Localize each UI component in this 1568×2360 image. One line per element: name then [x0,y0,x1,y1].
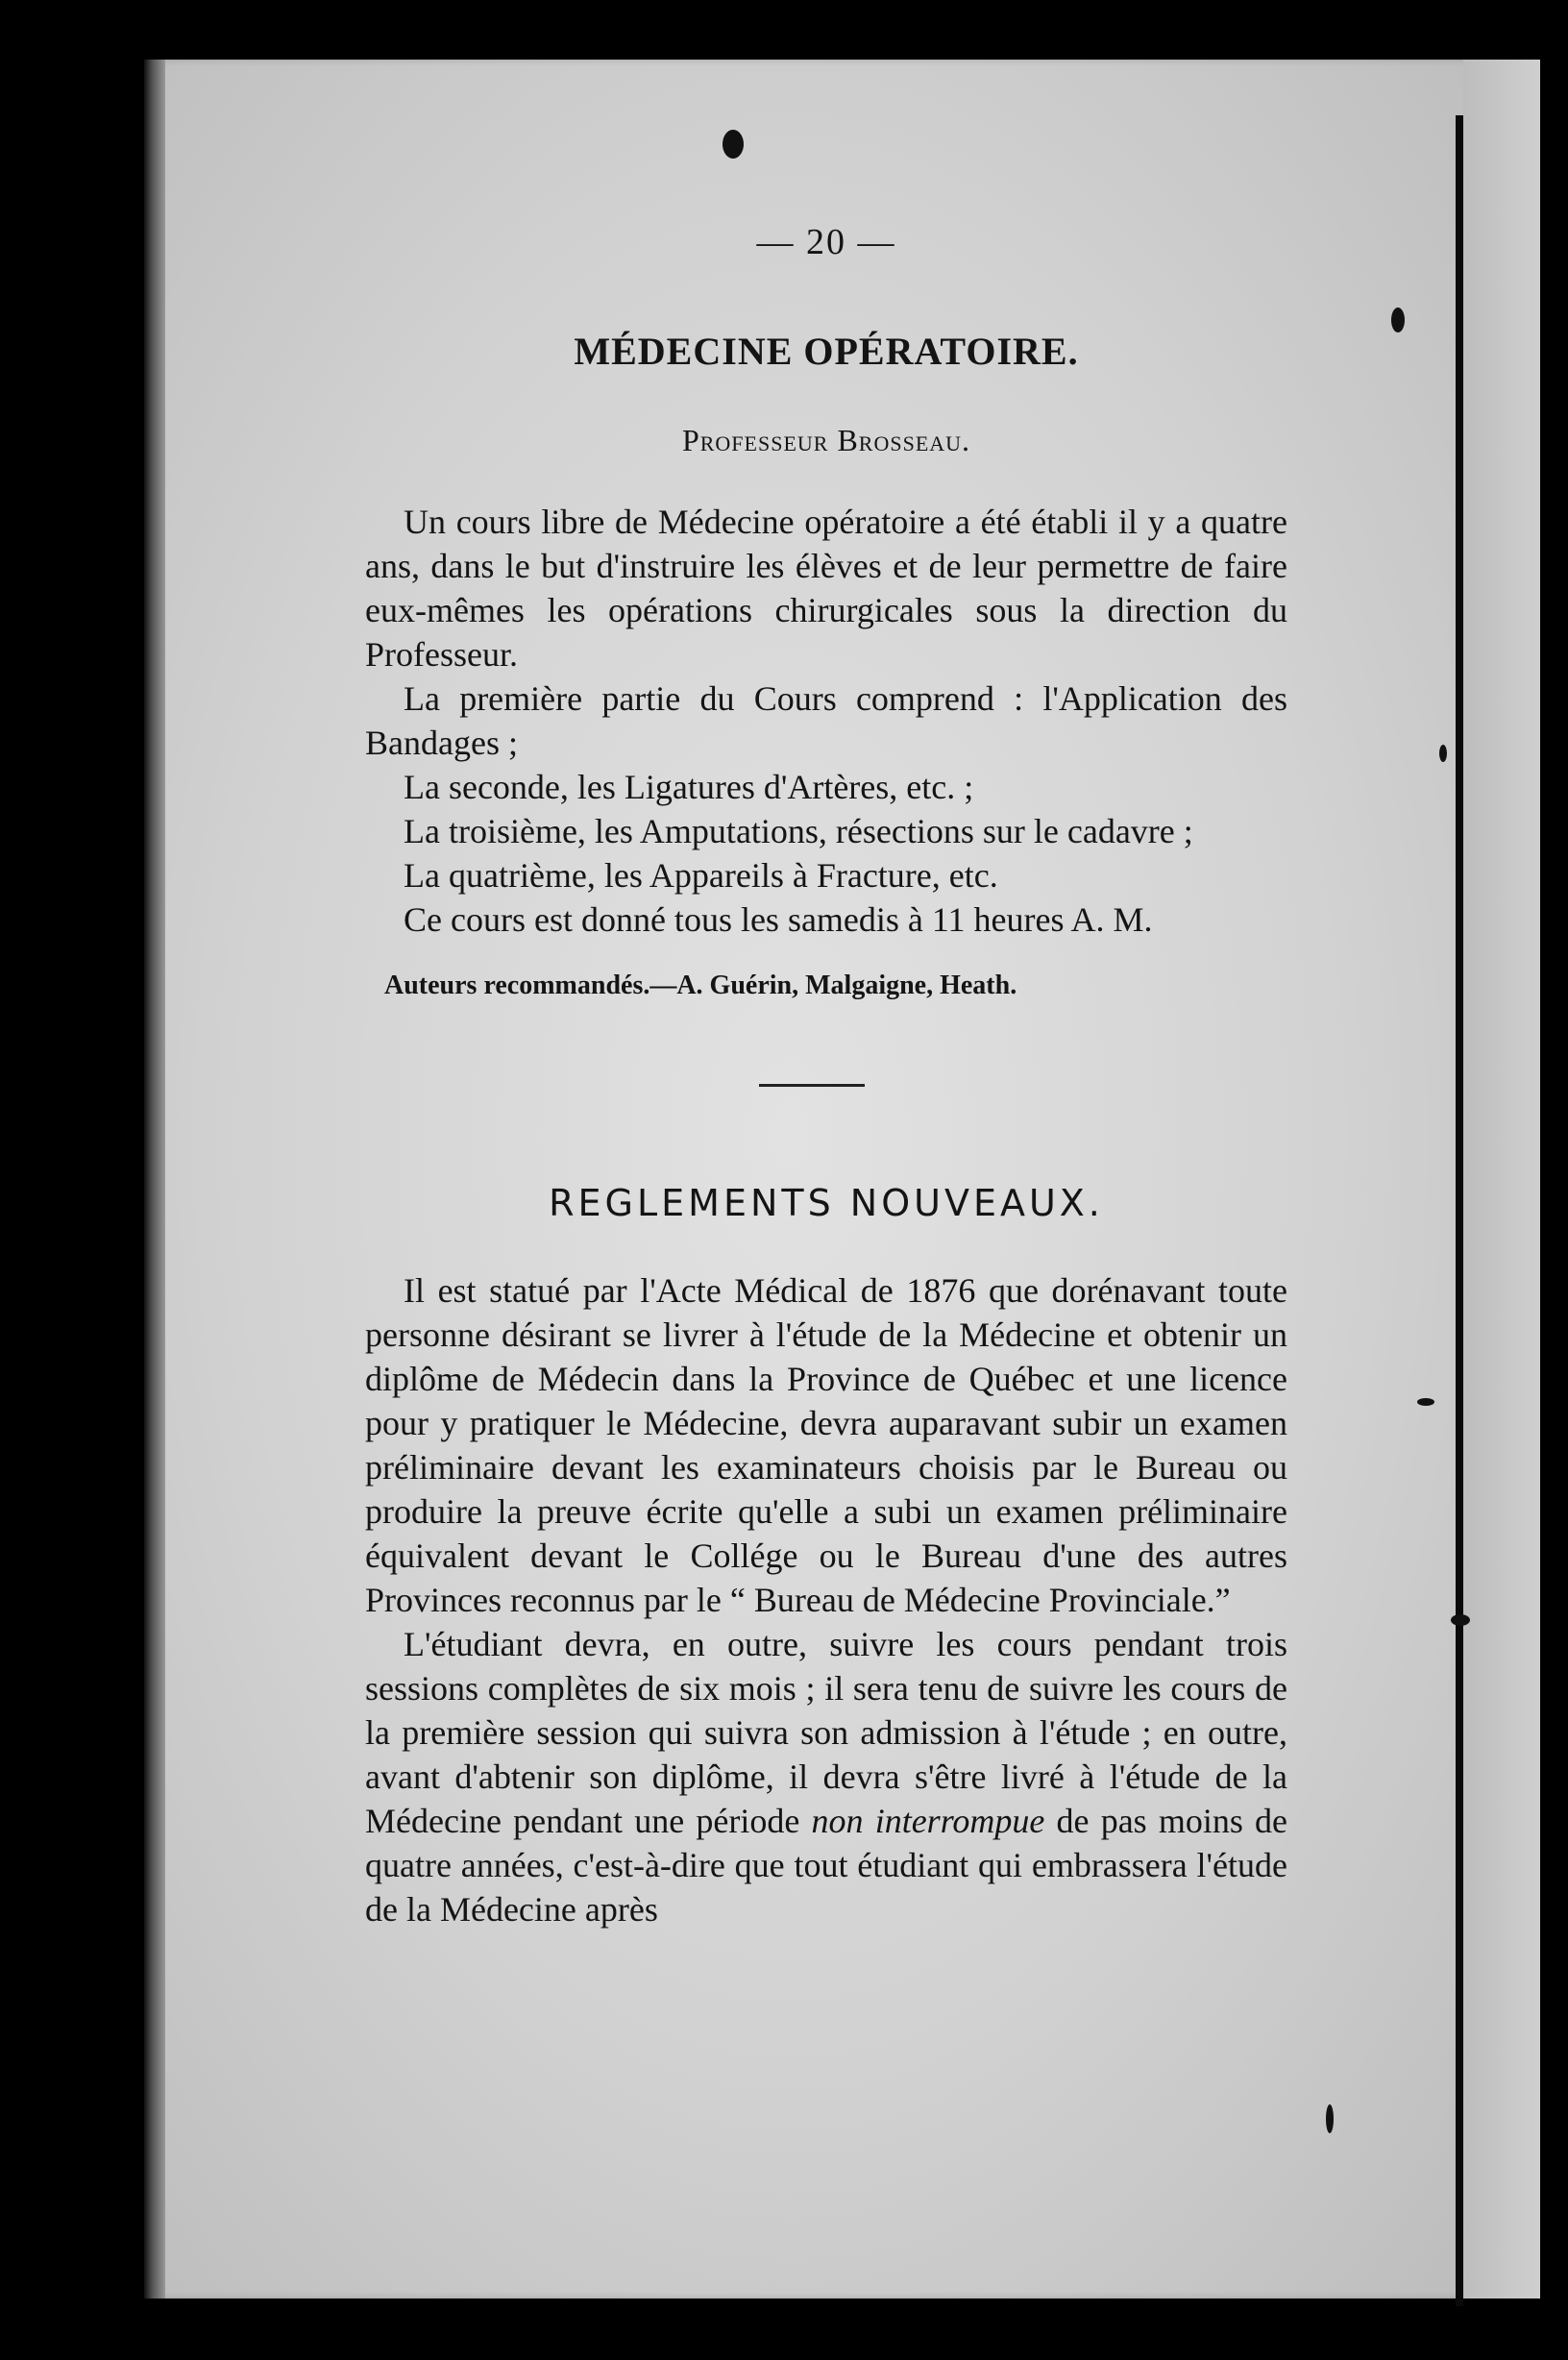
page-number: — 20 — [756,222,896,262]
recommended-authors: Auteurs recommandés.—A. Guérin, Malgaigne, Heath. [384,971,1017,1000]
section-title-reglements-nouveaux: REGLEMENTS NOUVEAUX. [549,1182,1104,1224]
paragraph: La troisième, les Amputations, résections sur le cadavre ; [404,812,1193,850]
scan-speck [1417,1398,1434,1406]
italic-text: non interrompue [811,1802,1045,1840]
scan-speck [1439,745,1447,762]
section1-text [365,500,1287,942]
paragraph: La quatrième, les Appareils à Fracture, etc. [404,856,998,895]
scan-speck [1451,1614,1470,1626]
paragraph-text: de pas moins de quatre années, c'est-à-dire que tout étudiant qui embrassera l'étude de la Médecine après [365,1802,1288,1929]
professor-name: Professeur Brosseau. [681,423,971,457]
section-title-medecine-operatoire: MÉDECINE OPÉRATOIRE. [574,330,1079,373]
scan-speck [1326,2104,1334,2133]
paragraph: La première partie du Cours comprend : l'Application des Bandages ; [365,679,1287,762]
scan-speck [1391,307,1405,332]
paragraph-text: L'étudiant devra, en outre, suivre les cours pendant trois sessions complètes de six mois ; il sera tenu de suivre les cours de la première session qui suivra son admission à l'étude ; en outre, avant d'abtenir son diplôme, il devra s'être livré à l'étude de la Médecine pendant une période [365,1625,1287,1840]
paragraph: Ce cours est donné tous les samedis à 11 heures A. M. [404,900,1153,939]
page-gutter [144,60,165,2299]
paragraph: Un cours libre de Médecine opératoire a été établi il y a quatre ans, dans le but d'instruire les élèves et de leur permettre de faire eux-mêmes les opérations chirurgicales sous la direction du Professeur. [365,503,1287,674]
binding-line [1456,115,1463,2306]
scan-speck [723,130,744,159]
paragraph [365,1622,1287,1931]
paragraph: La seconde, les Ligatures d'Artères, etc. ; [404,768,974,806]
section2-text [365,1268,1287,1931]
paragraph: Il est statué par l'Acte Médical de 1876 que dorénavant toute personne désirant se livrer à l'étude de la Médecine et obtenir un diplôme de Médecin dans la Province de Québec et une licence pour y pratiquer le Médecine, devra auparavant subir un examen préliminaire devant les examinateurs choisis par le Bureau ou produire la preuve écrite qu'elle a subi un examen préliminaire équivalent devant le Collége ou le Bureau d'une des autres Provinces reconnus par le “ Bureau de Médecine Provinciale.” [365,1271,1287,1619]
adjacent-page-edge [1463,60,1540,2299]
section-divider [759,1084,865,1087]
book-page [144,60,1489,2299]
